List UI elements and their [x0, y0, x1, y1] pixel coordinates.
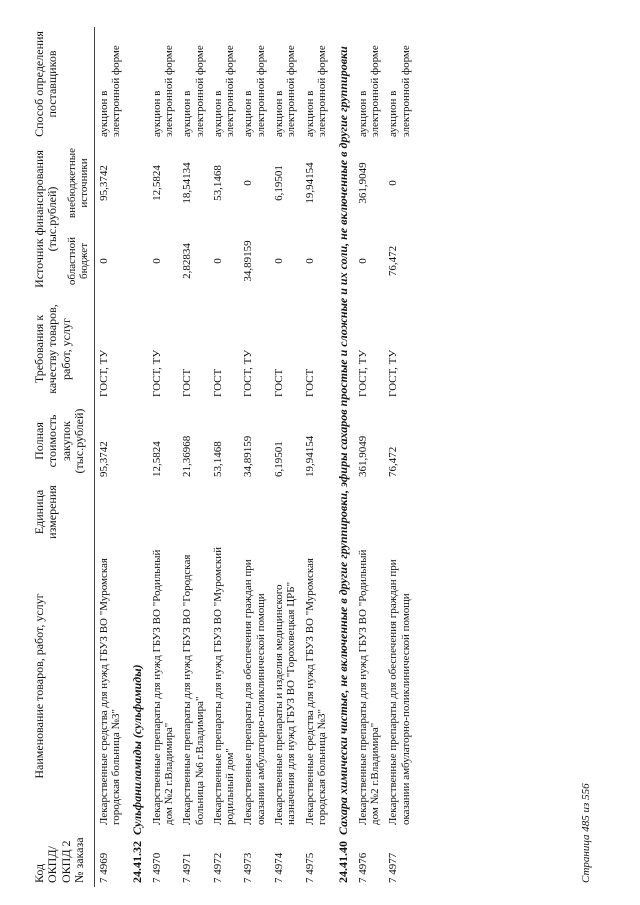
cell-total-cost: 53,1468 [211, 441, 224, 477]
table-row [301, 27, 332, 887]
cell-total-cost: 21,36968 [181, 435, 194, 477]
table-body [94, 27, 415, 887]
cell-method: аукцион в электронной форме [97, 45, 122, 137]
cell-unit [94, 481, 125, 543]
cell-order-code: 7 4977 [387, 852, 400, 883]
cell-extra-budget: 6,19501 [273, 165, 286, 201]
cell-method: аукцион в электронной форме [242, 45, 267, 137]
cell-unit [209, 481, 240, 543]
section-code: 24.41.32 [130, 841, 145, 883]
cell-method: аукцион в электронной форме [211, 45, 237, 137]
cell-requirements: ГОСТ, ТУ [150, 349, 163, 397]
cell-item-name: Лекарственные средства для нужд ГБУЗ ВО "Муромская городская больница №3" [97, 558, 122, 825]
header-requirements: Требования к качеству товаров, работ, услуг [30, 297, 94, 401]
page-number: Страница 485 из 556 [580, 783, 592, 883]
cell-requirements: ГОСТ [273, 368, 286, 397]
cell-requirements: ГОСТ [181, 368, 194, 397]
cell-extra-budget: 19,94154 [303, 162, 316, 204]
cell-unit [270, 481, 301, 543]
cell-requirements: ГОСТ [303, 368, 316, 397]
header-source: Источник финансирования (тыс.рублей) [32, 150, 60, 288]
cell-order-code: 7 4973 [242, 852, 255, 883]
cell-extra-budget: 0 [387, 180, 400, 186]
cell-extra-budget: 18,54134 [181, 162, 194, 204]
cell-order-code: 7 4975 [303, 852, 316, 883]
cell-order-code: 7 4976 [356, 852, 369, 883]
table-row [354, 27, 385, 887]
header-unit: Единица измерения [30, 481, 94, 543]
cell-item-name: Лекарственные средства для нужд ГБУЗ ВО "Муромская городская больница №3" [303, 558, 328, 825]
cell-unit [301, 481, 332, 543]
cell-method: аукцион в электронной форме [356, 45, 382, 137]
header-row [30, 27, 63, 887]
cell-regional-budget: 0 [303, 258, 316, 264]
cell-order-code: 7 4969 [97, 852, 110, 883]
cell-regional-budget: 0 [273, 258, 286, 264]
cell-item-name: Лекарственные препараты и изделия медицинского назначения для нужд ГБУЗ ВО "Гороховецкая ЦРБ" [273, 581, 298, 825]
cell-order-code: 7 4972 [211, 852, 224, 883]
cell-order-code: 7 4974 [273, 852, 286, 883]
cell-item-name: Лекарственные препараты для обеспечения граждан при оказании амбулаторно-поликлинической помощи [242, 559, 267, 825]
cell-order-code: 7 4970 [150, 852, 163, 883]
table-row [270, 27, 301, 887]
cell-regional-budget: 0 [150, 258, 163, 264]
cell-regional-budget: 0 [356, 258, 369, 264]
cell-method: аукцион в электронной форме [303, 45, 328, 137]
section-row [125, 27, 147, 887]
cell-regional-budget: 76,472 [387, 245, 400, 277]
header-method: Способ определения поставщиков [30, 27, 94, 141]
cell-item-name: Лекарственные препараты для нужд ГБУЗ ВО "Родильный дом №2 г.Владимира" [356, 549, 382, 825]
cell-unit [354, 481, 385, 543]
header-cost: Полная стоимость закупок (тыс.рублей) [30, 401, 94, 481]
cell-order-code: 7 4971 [181, 852, 194, 883]
header-source-budget: областной бюджет [63, 225, 94, 297]
cell-regional-budget: 0 [211, 258, 224, 264]
cell-total-cost: 6,19501 [273, 441, 286, 477]
cell-total-cost: 76,472 [387, 446, 400, 477]
cell-item-name: Лекарственные препараты для нужд ГБУЗ ВО "Городская больница №6 г.Владимира" [181, 554, 206, 825]
cell-regional-budget: 2,82834 [181, 243, 194, 279]
cell-unit [384, 481, 415, 543]
cell-requirements: ГОСТ, ТУ [387, 349, 400, 397]
cell-method: аукцион в электронной форме [181, 45, 206, 137]
cell-extra-budget: 95,3742 [97, 165, 110, 201]
table-row [384, 27, 415, 887]
cell-extra-budget: 12,5824 [150, 165, 163, 201]
cell-item-name: Лекарственные препараты для нужд ГБУЗ ВО "Муромский родильный дом" [211, 547, 237, 825]
procurement-table [30, 27, 415, 887]
section-heading [125, 27, 147, 887]
cell-method: аукцион в электронной форме [273, 45, 298, 137]
cell-unit [148, 481, 179, 543]
cell-item-name: Лекарственные препараты для нужд ГБУЗ ВО "Родильный дом №2 г.Владимира" [150, 549, 175, 825]
header-code: Код ОКПД/ ОКПД 2 № заказа [30, 829, 94, 887]
cell-regional-budget: 0 [97, 258, 110, 264]
section-heading [331, 27, 353, 887]
cell-requirements: ГОСТ, ТУ [242, 349, 255, 397]
cell-method: аукцион в электронной форме [387, 45, 412, 137]
cell-requirements: ГОСТ [211, 368, 224, 397]
table-row [178, 27, 209, 887]
table-row [239, 27, 270, 887]
section-code: 24.41.40 [336, 841, 351, 883]
cell-total-cost: 361,9049 [356, 435, 369, 477]
cell-item-name: Лекарственные препараты для обеспечения граждан при оказании амбулаторно-поликлинической помощи [387, 559, 412, 825]
cell-total-cost: 12,5824 [150, 441, 163, 477]
table-row [148, 27, 179, 887]
cell-unit [178, 481, 209, 543]
cell-extra-budget: 0 [242, 180, 255, 186]
section-row [331, 27, 353, 887]
cell-total-cost: 34,89159 [242, 435, 255, 477]
cell-unit [239, 481, 270, 543]
section-title: Сахара химически чистые, не включенные в другие группировки, эфиры сахаров простые и сложные и их соли, не включенные в другие группировки [336, 46, 351, 835]
cell-total-cost: 19,94154 [303, 435, 316, 477]
header-name: Наименование товаров, работ, услуг [30, 543, 94, 829]
table-row [94, 27, 125, 887]
cell-regional-budget: 34,89159 [242, 240, 255, 282]
cell-requirements: ГОСТ, ТУ [356, 349, 369, 397]
cell-method: аукцион в электронной форме [150, 45, 175, 137]
cell-requirements: ГОСТ, ТУ [97, 349, 110, 397]
cell-extra-budget: 53,1468 [211, 165, 224, 201]
header-source-extra: внебюджетные источники [63, 141, 94, 225]
table-row [209, 27, 240, 887]
cell-extra-budget: 361,9049 [356, 162, 369, 204]
section-title: Сульфаниламиды (сульфамиды) [130, 664, 145, 835]
cell-total-cost: 95,3742 [97, 441, 110, 477]
